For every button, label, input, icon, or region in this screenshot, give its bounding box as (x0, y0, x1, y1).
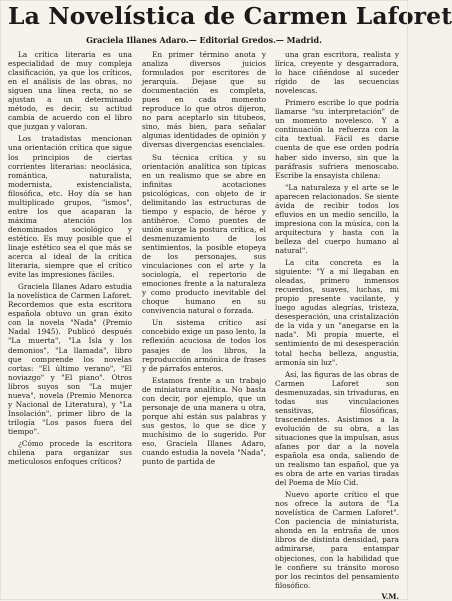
paragraph: Así, las figuras de las obras de Carmen Laforet son desmenuzadas, sin trivaduras, en todas sus vinculaciones sensitivas, filosóficas, trascendentes. Asistimos a la evolución de su obra, a las situaciones que la impulsan, asus afanes por dar a la novela española esa onda, saliendo de un realismo tan español, que ya es obra de arte en varias tiradas del Poema de Mío Cid. (275, 369, 399, 488)
article-title: La Novelística de Carmen Laforet (8, 2, 452, 30)
article-byline: Graciela Illanes Adaro.— Editorial Gredos.— Madrid. (86, 35, 322, 45)
paragraph: La cita concreta es la siguiente: "Y a mí llegaban en oleadas, primero inmensos recuerdos, suaves, luchas, mi propio presente vacilante, y luego agudas alegrías, tristeza, desesperación, una cristalización de la vida y un "anegarse en la nada". Mi propia muerte, el sentimiento de mi desesperación total hecha belleza, angustia, armonía sin luz". (275, 258, 399, 367)
paragraph: Primero escribe lo que podría llamarse "su interpretación" de un momento novelesco. Y a continuación la refuerza con la cita textual. Fácil es darse cuenta de que ese orden podría haber sido inverso, sin que la paráfrasis sufriera menoscabo. Escribe la ensayista chilena: (275, 98, 399, 180)
author-initials: V.M. (381, 591, 399, 601)
article-column-1 (8, 50, 132, 596)
paragraph: Un sistema crítico así concebido exige un paso lento, la reflexión acuciosa de todos los pasajes de los libros, la reproducción armónica de frases y de párrafos enteros. (142, 318, 266, 373)
paragraph: En primer término anota y analiza diversos juicios formulados por escritores de jerarquía. Dejase que su documentación es completa, pues en cada momento reproduce lo que otros dijeron, no para aceptarlo sin titubeos, sino, más bien, para señalar algunas identidades de opinión y diversas divergencias esenciales. (142, 50, 266, 150)
paragraph: La crítica literaria es una especialidad de muy compleja clasificación, ya que los críticos, en el análisis de las obras, no siguen una línea recta, no se ajustan a un determinado método, es decir, su actitud cambia de acuerdo con el libro que juzgan y valoran. (8, 50, 132, 132)
paragraph: Los tratadistas mencionan una orientación crítica que sigue los principios de ciertas corrientes literarias: neoclásica, romántica, naturalista, modernista, existencialista, filosófica, etc. Hoy día se han multiplicado grupos, "ismos", entre los que acaparan la máxima atención los denominados sociológico y estético. Es muy posible que el linaje estético sea el que más se acerca al ideal de la crítica literaria, siempre que el crítico evite las impresiones fáciles. (8, 134, 132, 280)
paragraph: "La naturaleza y el arte se le aparecen relacionados. Se siente ávida de recibir todos los efluvios en un medio sencillo, la impresiona con la música, con la arquitectura y hasta con la belleza del cuerpo humano al natural". (275, 182, 399, 255)
paragraph: Su técnica crítica y su orientación analítica son típicas en un realismo que se abre en infinitas acotaciones psicológicas, con objeto de ir delimitando las estructuras de tiempo y espacio, de héroe y antihéroe. Como puentes de unión surge la postura crítica, el desmenuzamiento de los sentimientos, la posible etopeya de los personajes, sus vinculaciones con el arte y la sociología, el repertorio de emociones frente a la naturaleza y como producto inevitable del choque humano en su convivencia natural o forzada. (142, 152, 266, 316)
paragraph: Nuevo aporte crítico el que nos ofrece la autora de "La novelística de Carmen Laforet". Con paciencia de miniaturista, ahonda en la entraña de unos libros de distinta densidad, para admirarse, para entampar objeciones, con la habilidad que le confiere su tránsito moroso por los recintos del pensamiento filosófico. (275, 490, 399, 590)
paragraph: Estamos frente a un trabajo de miniatura analítica. No basta con decir, por ejemplo, que un personaje de una manera u otra, porque ahí están sus palabras y sus gestos, lo que se dice y muchísimo de lo sugerido. Por eso, Graciela Illanes Adaro, cuando estudia la novela "Nada", punto de partida de (142, 375, 266, 467)
paragraph: ¿Cómo procede la escritora chilena para organizar sus meticulosos enfoques críticos? (8, 438, 132, 467)
paragraph: una gran escritora, realista y lírica, creyente y desgarradora, lo hace ciñéndose al suceder rígido de las secuencias novelescas. (275, 50, 399, 96)
article-column-3 (275, 50, 399, 601)
paragraph: Graciela Illanes Adaro estudia la novelística de Carmen Laforet. Recordemos que esta escritora española obtuvo un gran éxito con la novela "Nada" (Premio Nadal 1945). Publicó después "La muerta", "La Isla y los demonios", "La llamada", libro que comprende los novelas cortas: "El último verano", "El noviazgo" y "El piano". Otros libros suyos son "La mujer nueva", novela (Premio Menorca y Nacional de Literatura), y "La Insolación", primer libro de la trilogía "Los pasos fuera del tiempo". (8, 282, 132, 436)
article-column-2 (142, 50, 266, 596)
